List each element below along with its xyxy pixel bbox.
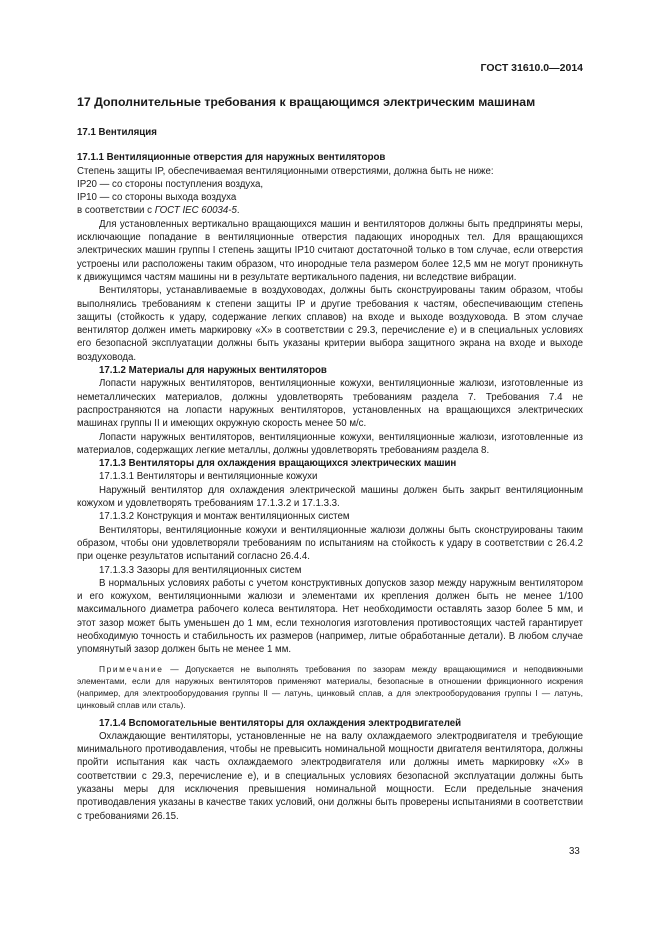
standard-reference: ГОСТ IEC 60034-5 — [154, 205, 237, 217]
paragraph: Вентиляторы, устанавливаемые в воздуховодах, должны быть сконструированы таким образом, чтобы выполнялись требованиям к степени защиты IP и другие требования к частям, обеспечивающим степень защиты (стойкость к удару, содержание легких сплавов) на входе и выходе воздуховода. В этом случае вентилятор должен иметь маркировку «X» в соответствии с 29.3, перечисление е) и в специальных условиях его безопасной эксплуатации должны быть указаны критерии выбора защитного экрана на входе и выходе воздуховода. — [77, 285, 583, 363]
paragraph: Для установленных вертикально вращающихся машин и вентиляторов должны быть предприняты меры, исключающие попадание в вентиляционные отверстия падающих инородных тел. Для вращающихся электрических машин группы I степень защиты IP10 считают достаточной только в том случае, если отверстия устроены или расположены таким образом, что инородные тела размером более 12,5 мм не могут проникнуть к движущимся частям машины ни в результате вертикального падения, ни вследствие вибрации. — [77, 218, 583, 283]
ip-requirement-line: Степень защиты IP, обеспечиваемая вентиляционными отверстиями, должна быть не ниже: — [77, 165, 494, 177]
paragraph: Наружный вентилятор для охлаждения электрической машины должен быть закрыт вентиляционным кожухом и удовлетворять требованиям 17.1.3.2 и 17.1.3.3. — [77, 484, 583, 510]
standard-designation: ГОСТ 31610.0—2014 — [480, 62, 583, 74]
clause-17-1-4-title: 17.1.4 Вспомогательные вентиляторы для охлаждения электродвигателей — [99, 717, 462, 729]
clause-17-1-3-2-title: 17.1.3.2 Конструкция и монтаж вентиляционных систем — [99, 511, 350, 523]
paragraph: В нормальных условиях работы с учетом конструктивных допусков зазор между наружным вентилятором и его кожухом, вентиляционными жалюзи и элементами их крепления должен быть не менее 1/100 максимального диаметра рабочего колеса вентилятора. Нет необходимости оставлять зазор более 5 мм, и этот зазор может быть уменьшен до 1 мм, если технология изготовления противостоящих частей гарантирует необходимую точность и стабильность их размеров (например, литые обработанные детали). В любом случае упомянутый зазор должен быть не менее 1 мм. — [77, 577, 583, 656]
note — [77, 663, 583, 711]
page-number: 33 — [569, 846, 580, 857]
clause-17-1-3-1-title: 17.1.3.1 Вентиляторы и вентиляционные кожухи — [99, 471, 318, 483]
reference-suffix: . — [236, 205, 240, 217]
ip20-line: IP20 — со стороны поступления воздуха, — [77, 178, 264, 190]
page-content — [77, 95, 583, 823]
note-label: Примечание — [99, 663, 164, 674]
note-text: — Допускается не выполнять требования по зазорам между вращающимися и неподвижными элементами, если для наружных вентиляторов применяют материалы, безопасные в отношении фрикционного искрения (например, для электрооборудования группы II — латунь, цинковый сплав, а для электрооборудования группы I — латунь, цинковый сплав или сталь). — [77, 663, 583, 710]
paragraph: Лопасти наружных вентиляторов, вентиляционные кожухи, вентиляционные жалюзи, изготовленные из материалов, содержащих легкие металлы, должны удовлетворять требованиям раздела 8. — [77, 431, 583, 456]
reference-prefix: в соответствии с — [77, 205, 155, 217]
paragraph: Вентиляторы, вентиляционные кожухи и вентиляционные жалюзи должны быть сконструированы таким образом, чтобы они удовлетворяли требованиям по испытаниям на стойкость к удару в соответствии с 26.4.2 при оценке результатов испытаний согласно 26.4.4. — [77, 524, 583, 563]
clause-17-1-1-title: 17.1.1 Вентиляционные отверстия для наружных вентиляторов — [77, 152, 386, 164]
clause-17-1-3-title: 17.1.3 Вентиляторы для охлаждения вращающихся электрических машин — [99, 458, 457, 470]
section-title: 17 Дополнительные требования к вращающимся электрическим машинам — [77, 95, 536, 109]
clause-17-1-2-title: 17.1.2 Материалы для наружных вентиляторов — [99, 365, 327, 377]
subsection-title: 17.1 Вентиляция — [77, 127, 157, 138]
reference-line — [77, 204, 583, 217]
paragraph: Лопасти наружных вентиляторов, вентиляционные кожухи, вентиляционные жалюзи, изготовленные из неметаллических материалов, должны удовлетворять требованиям раздела 7. Требования 7.4 не распространяются на лопасти наружных вентиляторов, установленных на вращающихся электрических машинах группы II и имеющих окружную скорость менее 50 м/с. — [77, 378, 583, 430]
ip10-line: IP10 — со стороны выхода воздуха — [77, 192, 237, 204]
clause-17-1-3-3-title: 17.1.3.3 Зазоры для вентиляционных систем — [99, 564, 302, 576]
paragraph: Охлаждающие вентиляторы, установленные не на валу охлаждаемого электродвигателя и требующие минимального противодавления, чтобы не превысить номинальной мощности двигателя вентилятора, должны пройти испытания как часть охлаждаемого электродвигателя или должны иметь маркировку «X» в соответствии с 29.3, перечисление е), и в специальных условиях безопасной эксплуатации должны быть указаны меры для исключения превышения номинальной мощности. Если предельные значения противодавления указаны в качестве таких условий, они должны быть проверены испытаниями в соответствии с требованиями 26.15. — [77, 730, 583, 822]
